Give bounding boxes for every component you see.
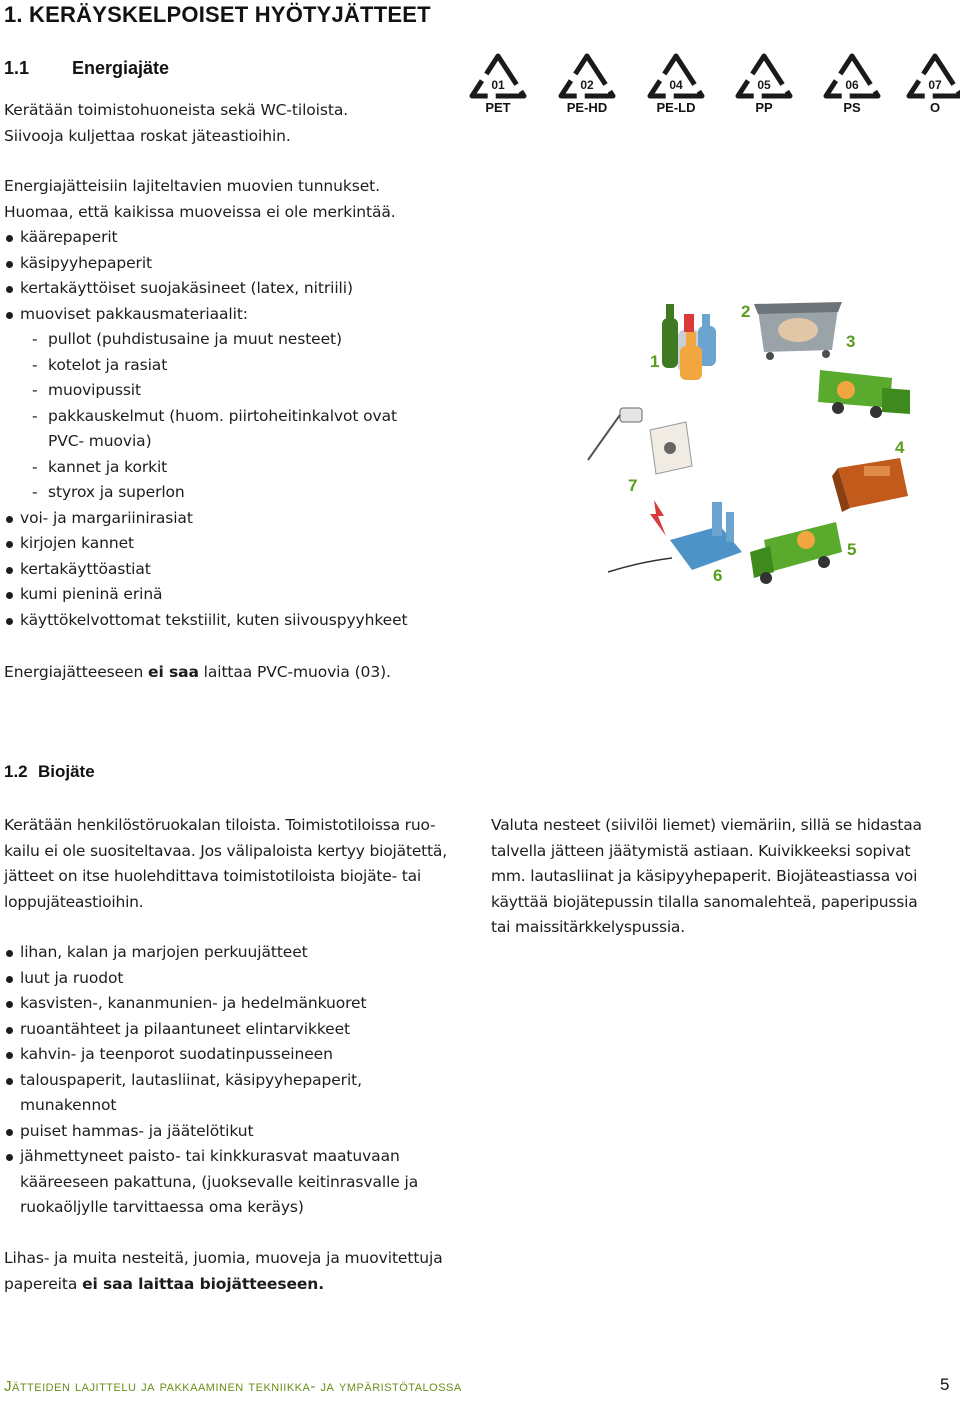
note-line: Huomaa, että kaikissa muoveissa ei ole merkintää. <box>4 202 396 221</box>
list-item-text: lihan, kalan ja marjojen perkuujätteet <box>20 943 308 961</box>
para-line: tai maissitärkkelyspussia. <box>491 918 685 936</box>
warning-line <box>4 1272 524 1298</box>
recycle-code: 07 <box>928 78 942 92</box>
para-line: loppujäteastioihin. <box>4 892 144 911</box>
recycle-triangle-icon <box>822 52 882 100</box>
list-item <box>4 1017 484 1043</box>
list-item <box>4 991 484 1017</box>
list-item: käärepaperit <box>4 225 564 251</box>
list-item: kertakäyttöiset suojakäsineet (latex, nitriili) <box>4 276 564 302</box>
sub-list-continuation: PVC- muovia) <box>48 432 152 450</box>
list-item <box>4 1068 484 1119</box>
recycle-triangle-icon <box>557 52 617 100</box>
list-item-text: kääreeseen pakattuna, (juoksevalle keitinrasvalle ja <box>20 1172 419 1191</box>
list-item: käsipyyhepaperit <box>4 251 564 277</box>
recycle-label: PP <box>755 100 773 115</box>
cycle-step-number: 6 <box>713 566 723 585</box>
section-title: Biojäte <box>38 762 95 781</box>
power-plant-icon <box>608 500 742 572</box>
delivery-truck-icon <box>750 522 842 584</box>
recycle-label: O <box>929 100 941 115</box>
recycle-symbol-01 <box>468 52 528 118</box>
para-line: talvella jätteen jäätymistä astiaan. Kuivikkeeksi sopivat <box>491 841 911 860</box>
list-item: kirjojen kannet <box>4 531 564 557</box>
sub-list-item: - pullot (puhdistusaine ja muut nesteet) <box>4 327 564 353</box>
cycle-step-number: 7 <box>628 476 638 495</box>
waste-bin-icon <box>754 302 842 360</box>
list-item: voi- ja margariinirasiat <box>4 506 564 532</box>
page-title: 1. KERÄYSKELPOISET HYÖTYJÄTTEET <box>4 2 431 27</box>
list-item: muoviset pakkausmateriaalit: <box>4 302 564 328</box>
list-item-text: puiset hammas- ja jäätelötikut <box>20 1121 254 1140</box>
incinerator-icon <box>832 458 908 512</box>
list-item-text: talouspaperit, lautasliinat, käsipyyhepaperit, <box>20 1070 362 1089</box>
recycle-symbol-04 <box>646 52 706 118</box>
recycle-label: PS <box>843 100 861 115</box>
recycle-symbol-05 <box>734 52 794 118</box>
section-number: 1.2 <box>4 762 28 781</box>
bio-warning <box>4 1246 524 1297</box>
list-item-text: kasvisten-, kananmunien- ja hedelmänkuoret <box>20 994 367 1012</box>
bottles-icon <box>662 304 716 380</box>
warning-line: Lihas- ja muita nesteitä, juomia, muoveja ja muovitettuja <box>4 1249 443 1267</box>
warning-text: laittaa PVC-muovia (03). <box>198 663 391 681</box>
para-line: jätteet on itse huolehdittava toimistotiloista biojäte- tai <box>4 867 422 885</box>
warning-text: Energiajätteeseen <box>4 663 149 681</box>
sub-list-item: - kotelot ja rasiat <box>4 353 564 379</box>
recycle-code: 06 <box>845 78 859 92</box>
recycle-code: 01 <box>491 78 505 92</box>
bio-intro-left <box>4 813 474 915</box>
recycle-label: PE-LD <box>656 100 696 115</box>
bio-list-block <box>4 940 484 1221</box>
list-item <box>4 1042 484 1068</box>
list-item-text: ruokaöljylle tarvittaessa oma keräys) <box>20 1198 304 1216</box>
recycle-symbol-06 <box>822 52 882 118</box>
note-line: Energiajätteisiin lajiteltavien muovien tunnukset. <box>4 177 380 195</box>
energy-list-block <box>4 174 564 633</box>
list-item-text: jähmettyneet paisto- tai kinkkurasvat maatuvaan <box>20 1147 400 1165</box>
recycle-triangle-icon <box>646 52 706 100</box>
cycle-step-number: 5 <box>847 540 857 559</box>
list-item <box>4 1119 484 1145</box>
intro-line: Kerätään toimistohuoneista sekä WC-tiloista. <box>4 101 349 119</box>
energy-warning <box>4 660 391 686</box>
footer-title: Jätteiden lajittelu ja pakkaaminen tekniikka- ja ympäristötalossa <box>4 1378 462 1395</box>
list-item-text: ruoantähteet ja pilaantuneet elintarvikkeet <box>20 1019 351 1038</box>
list-item-text: kahvin- ja teenporot suodatinpusseineen <box>20 1045 333 1063</box>
list-item: kumi pieninä erinä <box>4 582 564 608</box>
para-line: kailu ei ole suositeltavaa. Jos välipaloista kertyy biojätettä, <box>4 841 447 860</box>
recycle-triangle-icon <box>468 52 528 100</box>
intro-line: Siivooja kuljettaa roskat jäteastioihin. <box>4 126 291 145</box>
recycle-code: 02 <box>580 78 594 92</box>
section-heading-energy <box>4 58 169 79</box>
warning-emphasis: ei saa <box>148 663 199 681</box>
cycle-step-number: 3 <box>846 332 856 351</box>
para-line: käyttää biojätepussin tilalla sanomalehteä, paperipussia <box>491 892 918 911</box>
recycle-label: PE-HD <box>566 100 608 115</box>
recycling-cycle-illustration <box>580 290 920 620</box>
energy-intro <box>4 98 444 149</box>
garbage-truck-icon <box>818 370 910 418</box>
warning-emphasis: ei saa laittaa biojätteeseen. <box>82 1274 325 1293</box>
section-title: Energiajäte <box>72 58 170 78</box>
recycle-symbol-07 <box>905 52 960 118</box>
cycle-step-number: 2 <box>741 302 751 321</box>
recycle-code: 04 <box>669 78 683 92</box>
para-line: mm. lautasliinat ja käsipyyhepaperit. Biojäteastiassa voi <box>491 867 918 885</box>
sub-list-item: - pakkauskelmut (huom. piirtoheitinkalvot ovat <box>4 404 564 430</box>
page-number: 5 <box>940 1375 950 1394</box>
list-item <box>4 966 484 992</box>
section-number: 1.1 <box>4 58 30 78</box>
list-item: kertakäyttöastiat <box>4 557 564 583</box>
recycle-symbol-02 <box>557 52 617 118</box>
list-item: käyttökelvottomat tekstiilit, kuten siivouspyyhkeet <box>4 608 564 634</box>
sub-list-item: - muovipussit <box>4 378 564 404</box>
recycle-triangle-icon <box>905 52 960 100</box>
warning-text: papereita <box>4 1274 83 1293</box>
power-plug-icon <box>588 408 692 474</box>
list-item <box>4 1144 484 1221</box>
para-line: Kerätään henkilöstöruokalan tiloista. Toimistotiloissa ruo- <box>4 816 436 834</box>
list-item-text: luut ja ruodot <box>20 968 124 987</box>
bio-intro-right <box>491 813 959 941</box>
list-item-text: munakennot <box>20 1096 117 1114</box>
section-heading-bio <box>4 762 95 782</box>
para-line: Valuta nesteet (siivilöi liemet) viemäriin, sillä se hidastaa <box>491 816 922 834</box>
cycle-step-number: 4 <box>895 438 905 457</box>
sub-list-item: - styrox ja superlon <box>4 480 564 506</box>
recycle-label: PET <box>485 100 511 115</box>
recycle-triangle-icon <box>734 52 794 100</box>
sub-list-item: - kannet ja korkit <box>4 455 564 481</box>
cycle-step-number: 1 <box>650 352 660 371</box>
list-item <box>4 940 484 966</box>
recycle-code: 05 <box>757 78 771 92</box>
